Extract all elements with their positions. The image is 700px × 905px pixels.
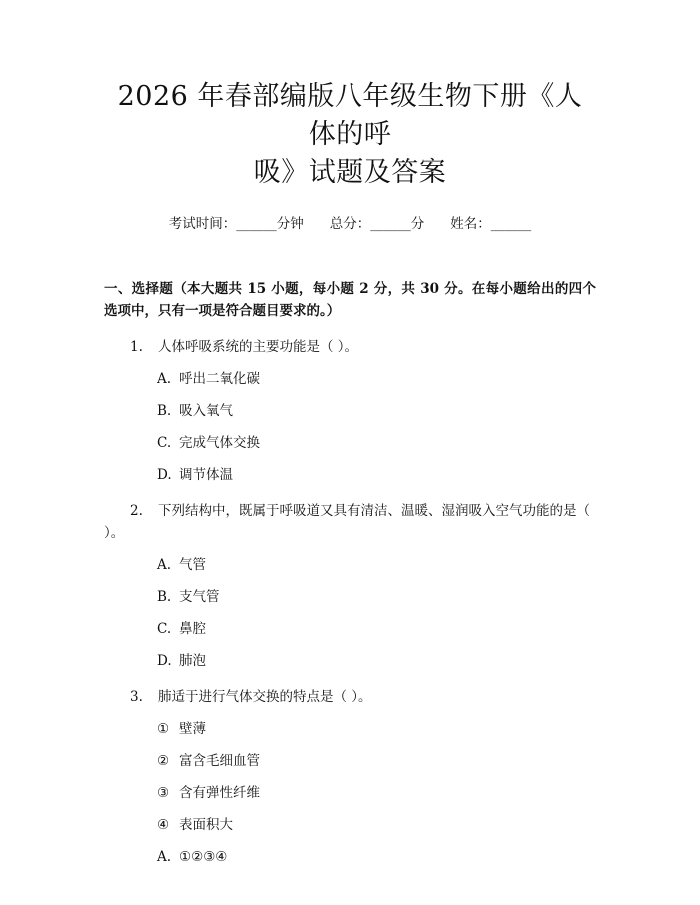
option-a — [104, 846, 596, 868]
option-letter: B. — [157, 403, 172, 419]
option-text: 支气管 — [179, 589, 220, 605]
option-a — [104, 368, 596, 390]
title-line-2: 吸》试题及答案 — [253, 157, 447, 188]
option-text: 富含毛细血管 — [179, 753, 260, 769]
page-title — [104, 0, 596, 192]
question-3 — [104, 686, 596, 868]
option-letter: A. — [157, 371, 172, 387]
option-text: 呼出二氧化碳 — [179, 371, 260, 387]
option-text: 壁薄 — [179, 721, 206, 737]
question-text: 肺适于进行气体交换的特点是（ ）。 — [158, 689, 372, 705]
option-letter: ③ — [157, 785, 170, 801]
statement-2 — [104, 750, 596, 772]
option-a — [104, 554, 596, 576]
option-letter: ② — [157, 753, 170, 769]
option-d — [104, 650, 596, 672]
question-text: 下列结构中，既属于呼吸道又具有清洁、温暖、湿润吸入空气功能的是（ ）。 — [104, 503, 590, 541]
question-text-line — [104, 336, 596, 358]
option-text: 鼻腔 — [179, 621, 206, 637]
option-text: 气管 — [179, 557, 206, 573]
option-b — [104, 400, 596, 422]
exam-meta — [104, 214, 596, 234]
option-letter: D. — [157, 653, 172, 669]
statement-3 — [104, 782, 596, 804]
question-text-line — [104, 500, 596, 544]
question-2 — [104, 500, 596, 672]
option-list — [104, 554, 596, 672]
option-list — [104, 368, 596, 486]
option-letter: A. — [157, 557, 172, 573]
exam-time-label: 考试时间：______分钟 — [168, 216, 304, 232]
option-letter: D. — [157, 467, 172, 483]
title-line-1: 2026 年春部编版八年级生物下册《人体的呼 — [117, 81, 583, 150]
option-text: 含有弹性纤维 — [179, 785, 260, 801]
option-b — [104, 586, 596, 608]
option-letter: ① — [157, 721, 170, 737]
question-text: 人体呼吸系统的主要功能是（ ）。 — [158, 339, 359, 355]
question-number: 1. — [130, 339, 143, 355]
option-letter: A. — [157, 849, 172, 865]
option-letter: C. — [157, 435, 172, 451]
total-score-label: 总分：______分 — [329, 216, 425, 232]
option-text: 吸入氧气 — [179, 403, 233, 419]
option-letter: B. — [157, 589, 172, 605]
option-c — [104, 618, 596, 640]
question-1 — [104, 336, 596, 486]
section-heading: 一、选择题（本大题共 15 小题，每小题 2 分，共 30 分。在每小题给出的四个选项中，只有一项是符合题目要求的。） — [104, 281, 596, 319]
option-letter: C. — [157, 621, 172, 637]
option-text: ①②③④ — [179, 849, 228, 865]
option-text: 肺泡 — [179, 653, 206, 669]
question-text-line — [104, 686, 596, 708]
option-text: 调节体温 — [179, 467, 233, 483]
question-number: 2. — [130, 503, 143, 519]
option-letter: ④ — [157, 817, 170, 833]
option-text: 完成气体交换 — [179, 435, 260, 451]
option-list — [104, 718, 596, 868]
option-c — [104, 432, 596, 454]
option-d — [104, 464, 596, 486]
statement-1 — [104, 718, 596, 740]
student-name-label: 姓名：______ — [450, 216, 532, 232]
option-text: 表面积大 — [179, 817, 233, 833]
question-number: 3. — [130, 689, 143, 705]
statement-4 — [104, 814, 596, 836]
